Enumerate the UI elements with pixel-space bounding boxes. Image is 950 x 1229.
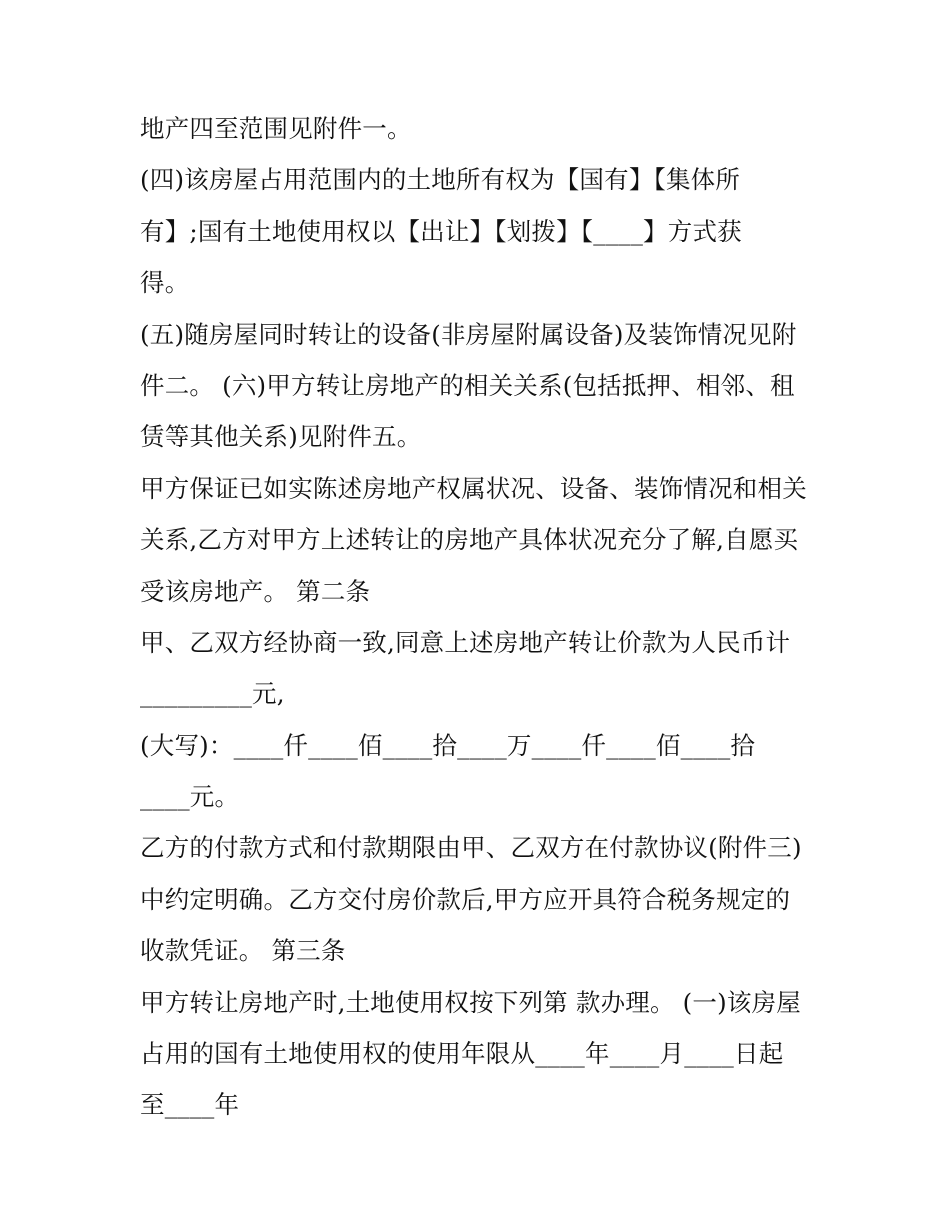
text-line: 得。 [140,268,190,298]
text-line: 甲方转让房地产时,土地使用权按下列第 款办理。 (一)该房屋 [140,987,801,1017]
contract-text-body [140,103,830,1131]
text-line: 甲方保证已如实陈述房地产权属状况、设备、装饰情况和相关 [140,473,807,503]
text-line: 至____年 [140,1090,240,1120]
text-line: 赁等其他关系)见附件五。 [140,422,422,452]
text-line: 关系,乙方对甲方上述转让的房地产具体状况充分了解,自愿买 [140,525,799,555]
text-line: (大写)：____仟____佰____拾____万____仟____佰____拾 [140,730,756,760]
text-line: 件二。 (六)甲方转让房地产的相关关系(包括抵押、相邻、租 [140,370,795,400]
text-line: 甲、乙双方经协商一致,同意上述房地产转让价款为人民币计 [140,627,791,657]
text-line: 乙方的付款方式和付款期限由甲、乙双方在付款协议(附件三) [140,833,802,863]
text-line: 受该房地产。 第二条 [140,576,371,606]
text-line: 占用的国有土地使用权的使用年限从____年____月____日起 [140,1039,784,1069]
text-line: 中约定明确。乙方交付房价款后,甲方应开具符合税务规定的 [140,884,791,914]
text-line: 有】;国有土地使用权以【出让】【划拨】【____】方式获 [140,216,742,246]
text-line: _________元, [140,679,285,709]
text-line: ____元。 [140,782,240,812]
text-line: (四)该房屋占用范围内的土地所有权为【国有】【集体所 [140,165,741,195]
text-line: 收款凭证。 第三条 [140,936,346,966]
text-line: (五)随房屋同时转让的设备(非房屋附属设备)及装饰情况见附 [140,319,797,349]
text-line: 地产四至范围见附件一。 [140,114,412,143]
